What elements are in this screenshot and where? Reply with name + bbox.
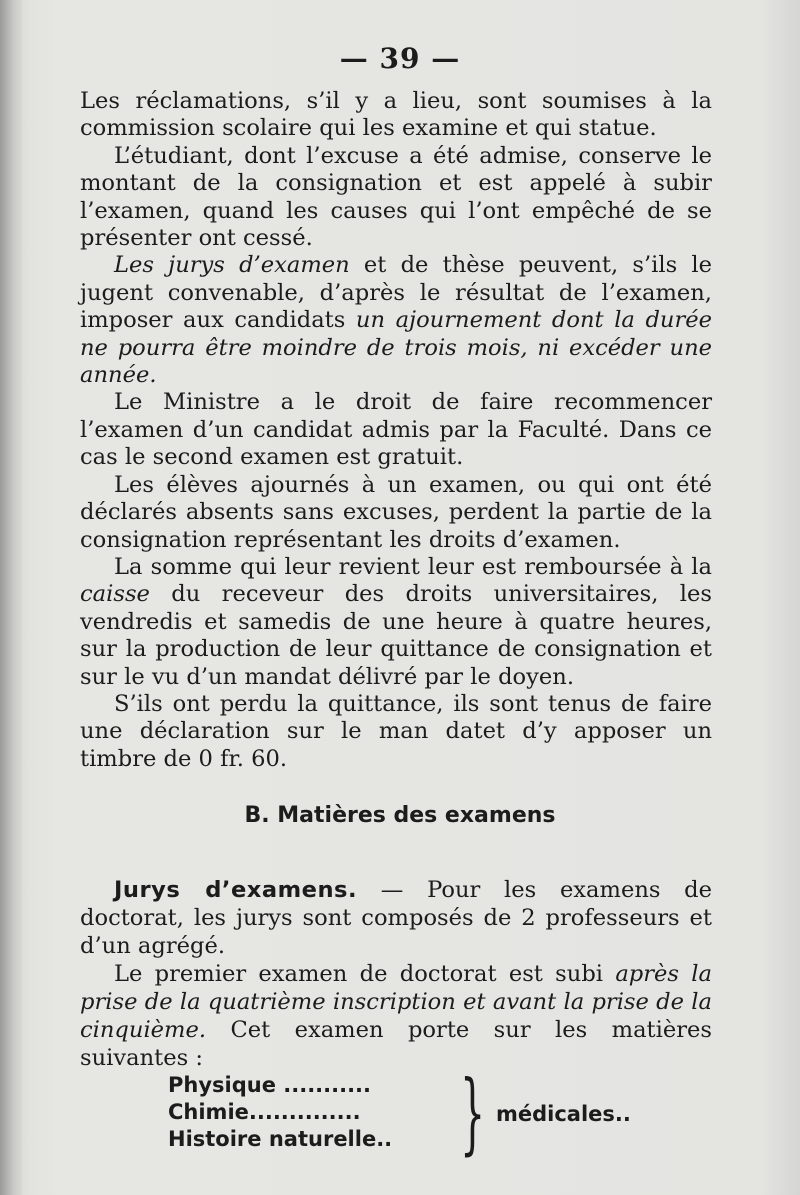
subjects-list bbox=[168, 1061, 728, 1164]
paragraph-jurys-examens bbox=[80, 876, 712, 960]
italic-ajournement: un ajournement dont la durée ne pourra être moindre de trois mois, ni excéder une année. bbox=[80, 307, 713, 389]
italic-inscription: après la prise de la quatrième inscription et avant la prise de la cinquième. bbox=[80, 961, 713, 1043]
body-text-block bbox=[80, 88, 712, 773]
paragraph-somme bbox=[80, 554, 712, 691]
section-body-block bbox=[80, 876, 712, 1072]
italic-jurys-lead: Les jurys d’examen bbox=[114, 252, 350, 279]
section-title: B. Matières des examens bbox=[244, 803, 556, 828]
paragraph-ministre: Le Ministre a le droit de faire recommencer l’examen d’un candidat admis par la Faculté. Dans ce cas le second examen est gratuit. bbox=[80, 389, 712, 471]
subjects-group-label: médicales.. bbox=[496, 1102, 631, 1126]
subject-histoire-naturelle: Histoire naturelle.. bbox=[168, 1127, 393, 1151]
premier-post: Cet examen porte sur les matières suivantes : bbox=[80, 1017, 712, 1071]
italic-caisse: caisse bbox=[80, 581, 150, 608]
paragraph-jurys bbox=[80, 252, 712, 389]
somme-pre: La somme qui leur revient leur est remboursée à la bbox=[114, 553, 712, 580]
paragraph-ajournes: Les élèves ajournés à un examen, ou qui ont été déclarés absents sans excuses, perdent la partie de la consignation représentant les droits d’examen. bbox=[80, 471, 712, 553]
premier-pre: Le premier examen de doctorat est subi bbox=[114, 961, 616, 987]
jurys-examens-text: — Pour les examens de doctorat, les jurys sont composés de 2 professeurs et d’un agrégé. bbox=[80, 877, 713, 959]
page-number: — 39 — bbox=[339, 42, 461, 75]
paragraph-excuse: L’étudiant, dont l’excuse a été admise, conserve le montant de la consignation et est appelé à subir l’examen, quand les causes qui l’ont empêché de se présenter ont cessé. bbox=[80, 142, 712, 252]
page-spine-shadow bbox=[0, 0, 22, 1195]
runhead-jurys: Jurys d’examens. bbox=[114, 877, 358, 903]
paragraph-premier-examen bbox=[80, 960, 712, 1072]
brace-glyph: } bbox=[460, 1061, 486, 1164]
jurys-text: et de thèse peuvent, s’ils le jugent convenable, d’après le résultat de l’examen, imposer aux candidats bbox=[80, 252, 712, 334]
paragraph-reclamations: Les réclamations, s’il y a lieu, sont soumises à la commission scolaire qui les examine et qui statue. bbox=[80, 88, 712, 142]
paragraph-quittance: S’ils ont perdu la quittance, ils sont tenus de faire une déclaration sur le man datet d’y apposer un timbre de 0 fr. 60. bbox=[80, 690, 712, 772]
subject-physique: Physique ........... bbox=[168, 1073, 372, 1097]
subjects-items bbox=[168, 1072, 392, 1153]
somme-post: du receveur des droits universitaires, les vendredis et samedis de une heure à quatre heures, sur la production de leur quittance de consignation et sur le vu d’un mandat délivré par le doyen. bbox=[80, 581, 712, 690]
subject-chimie: Chimie.............. bbox=[168, 1100, 361, 1124]
